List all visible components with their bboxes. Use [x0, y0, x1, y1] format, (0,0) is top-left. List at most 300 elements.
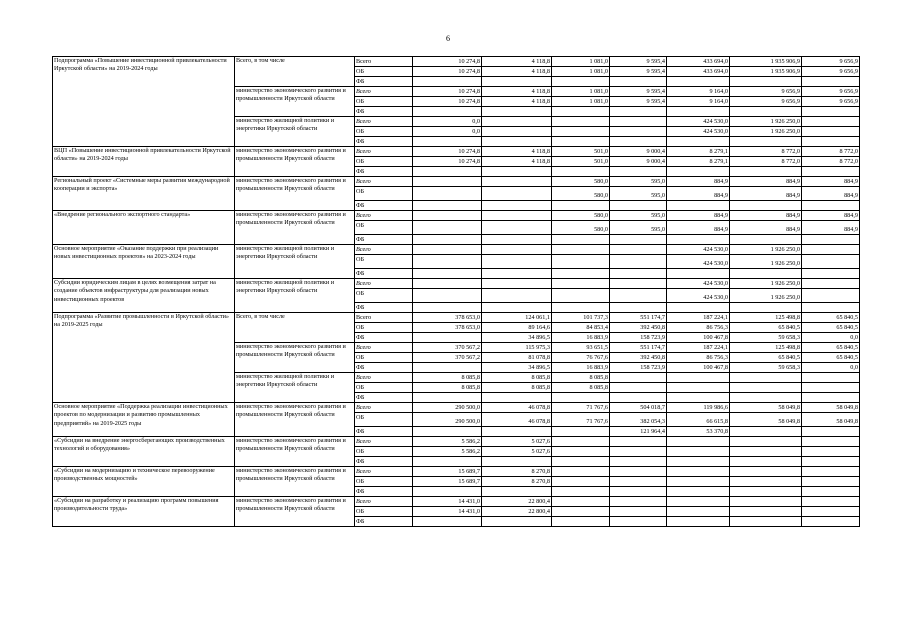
- amount-cell: 0,0: [413, 117, 482, 127]
- amount-cell: [610, 497, 667, 507]
- executor-name: министерство жилищной политики и энергетики Иркутской области: [235, 245, 355, 279]
- amount-cell: [730, 437, 802, 447]
- amount-cell: 370 567,2: [413, 353, 482, 363]
- table-row: [53, 177, 860, 187]
- amount-cell: [667, 487, 730, 497]
- amount-cell: [730, 487, 802, 497]
- amount-cell: [802, 269, 860, 279]
- amount-cell: 59 658,3: [730, 363, 802, 373]
- amount-cell: 100 467,8: [667, 333, 730, 343]
- amount-cell: [482, 289, 552, 303]
- amount-cell: [552, 303, 610, 313]
- program-name: «Субсидии на разработку и реализацию программ повышения производительности труда»: [53, 497, 235, 527]
- amount-cell: [552, 137, 610, 147]
- amount-cell: [552, 269, 610, 279]
- amount-cell: [482, 255, 552, 269]
- amount-cell: 65 840,5: [730, 353, 802, 363]
- funding-source: ОБ: [355, 413, 413, 427]
- funding-source: Всего: [355, 147, 413, 157]
- amount-cell: [482, 127, 552, 137]
- funding-source: ФБ: [355, 167, 413, 177]
- amount-cell: [730, 507, 802, 517]
- amount-cell: [802, 167, 860, 177]
- amount-cell: [413, 393, 482, 403]
- amount-cell: [482, 167, 552, 177]
- amount-cell: 9 595,4: [610, 87, 667, 97]
- amount-cell: 8 085,8: [413, 383, 482, 393]
- amount-cell: [667, 467, 730, 477]
- program-name: Основное мероприятие «Оказание поддержки при реализации новых инвестиционных проектов» на 2023-2024 годы: [53, 245, 235, 279]
- amount-cell: 187 224,1: [667, 343, 730, 353]
- amount-cell: 0,0: [802, 363, 860, 373]
- amount-cell: 124 061,1: [482, 313, 552, 323]
- amount-cell: [667, 107, 730, 117]
- amount-cell: [730, 107, 802, 117]
- amount-cell: 15 689,7: [413, 477, 482, 487]
- amount-cell: 9 656,9: [802, 67, 860, 77]
- amount-cell: [730, 467, 802, 477]
- amount-cell: 125 498,8: [730, 313, 802, 323]
- amount-cell: [667, 477, 730, 487]
- amount-cell: 58 049,8: [802, 413, 860, 427]
- table-row: [53, 497, 860, 507]
- amount-cell: 8 772,0: [802, 147, 860, 157]
- amount-cell: [413, 427, 482, 437]
- amount-cell: [610, 303, 667, 313]
- funding-source: ФБ: [355, 487, 413, 497]
- amount-cell: [802, 393, 860, 403]
- amount-cell: 8 085,8: [552, 383, 610, 393]
- amount-cell: 58 049,8: [802, 403, 860, 413]
- program-name: «Субсидии на модернизацию и техническое перевооружение производственных мощностей»: [53, 467, 235, 497]
- funding-source: ФБ: [355, 137, 413, 147]
- amount-cell: [413, 107, 482, 117]
- amount-cell: [482, 221, 552, 235]
- amount-cell: [802, 437, 860, 447]
- amount-cell: [413, 487, 482, 497]
- amount-cell: 58 049,8: [730, 403, 802, 413]
- amount-cell: [482, 245, 552, 255]
- amount-cell: [413, 255, 482, 269]
- funding-source: ОБ: [355, 67, 413, 77]
- amount-cell: 504 018,7: [610, 403, 667, 413]
- amount-cell: [413, 333, 482, 343]
- amount-cell: 424 530,0: [667, 289, 730, 303]
- amount-cell: [482, 269, 552, 279]
- amount-cell: [482, 117, 552, 127]
- amount-cell: [552, 517, 610, 527]
- amount-cell: 1 926 250,0: [730, 289, 802, 303]
- amount-cell: 53 370,8: [667, 427, 730, 437]
- table-row: [53, 403, 860, 413]
- amount-cell: 1 935 906,9: [730, 67, 802, 77]
- amount-cell: [610, 137, 667, 147]
- amount-cell: 8 270,8: [482, 467, 552, 477]
- amount-cell: [802, 77, 860, 87]
- executor-name: министерство экономического развития и промышленности Иркутской области: [235, 403, 355, 437]
- amount-cell: 158 723,9: [610, 333, 667, 343]
- funding-source: ФБ: [355, 269, 413, 279]
- funding-source: Всего: [355, 467, 413, 477]
- funding-source: ОБ: [355, 157, 413, 167]
- amount-cell: 5 586,2: [413, 437, 482, 447]
- amount-cell: [413, 211, 482, 221]
- amount-cell: [552, 127, 610, 137]
- amount-cell: [413, 363, 482, 373]
- funding-source: ФБ: [355, 77, 413, 87]
- amount-cell: [413, 137, 482, 147]
- funding-source: ФБ: [355, 303, 413, 313]
- amount-cell: [610, 255, 667, 269]
- amount-cell: [482, 279, 552, 289]
- amount-cell: 71 767,6: [552, 413, 610, 427]
- amount-cell: 595,0: [610, 177, 667, 187]
- amount-cell: 8 085,8: [482, 373, 552, 383]
- amount-cell: [482, 177, 552, 187]
- amount-cell: [413, 187, 482, 201]
- table-row: [53, 437, 860, 447]
- amount-cell: 1 926 250,0: [730, 255, 802, 269]
- amount-cell: [667, 437, 730, 447]
- amount-cell: 16 883,9: [552, 363, 610, 373]
- amount-cell: 8 279,1: [667, 147, 730, 157]
- amount-cell: [730, 269, 802, 279]
- amount-cell: [802, 427, 860, 437]
- amount-cell: 10 274,8: [413, 87, 482, 97]
- amount-cell: 65 840,5: [802, 343, 860, 353]
- amount-cell: [482, 303, 552, 313]
- amount-cell: [552, 507, 610, 517]
- amount-cell: [802, 487, 860, 497]
- funding-source: ФБ: [355, 201, 413, 211]
- amount-cell: 93 651,5: [552, 343, 610, 353]
- amount-cell: [730, 167, 802, 177]
- amount-cell: [413, 245, 482, 255]
- amount-cell: 101 737,3: [552, 313, 610, 323]
- amount-cell: 76 767,6: [552, 353, 610, 363]
- amount-cell: [413, 289, 482, 303]
- amount-cell: 433 694,0: [667, 67, 730, 77]
- funding-source: ФБ: [355, 107, 413, 117]
- amount-cell: 4 118,8: [482, 157, 552, 167]
- amount-cell: 65 840,5: [802, 313, 860, 323]
- amount-cell: [610, 373, 667, 383]
- amount-cell: 65 840,5: [802, 323, 860, 333]
- amount-cell: [802, 517, 860, 527]
- amount-cell: [730, 303, 802, 313]
- page-number: 6: [446, 34, 450, 43]
- amount-cell: 9 000,4: [610, 147, 667, 157]
- amount-cell: [667, 497, 730, 507]
- amount-cell: 65 840,5: [730, 323, 802, 333]
- amount-cell: 4 118,8: [482, 147, 552, 157]
- amount-cell: 86 756,3: [667, 323, 730, 333]
- amount-cell: [482, 77, 552, 87]
- amount-cell: [552, 77, 610, 87]
- amount-cell: [802, 383, 860, 393]
- amount-cell: [667, 383, 730, 393]
- amount-cell: [552, 393, 610, 403]
- amount-cell: 580,0: [552, 187, 610, 201]
- amount-cell: [482, 107, 552, 117]
- amount-cell: [413, 177, 482, 187]
- amount-cell: [730, 383, 802, 393]
- amount-cell: [802, 373, 860, 383]
- amount-cell: 1 081,0: [552, 57, 610, 67]
- funding-source: ОБ: [355, 507, 413, 517]
- amount-cell: 22 800,4: [482, 497, 552, 507]
- amount-cell: 8 772,0: [802, 157, 860, 167]
- amount-cell: 115 975,3: [482, 343, 552, 353]
- amount-cell: [482, 235, 552, 245]
- amount-cell: 8 085,8: [482, 383, 552, 393]
- amount-cell: 1 081,0: [552, 87, 610, 97]
- amount-cell: 884,9: [730, 211, 802, 221]
- amount-cell: 884,9: [667, 221, 730, 235]
- funding-source: ФБ: [355, 333, 413, 343]
- amount-cell: [610, 77, 667, 87]
- funding-source: ОБ: [355, 447, 413, 457]
- amount-cell: [730, 447, 802, 457]
- amount-cell: 595,0: [610, 187, 667, 201]
- amount-cell: 15 689,7: [413, 467, 482, 477]
- amount-cell: 4 118,8: [482, 97, 552, 107]
- amount-cell: [610, 107, 667, 117]
- amount-cell: 8 085,8: [552, 373, 610, 383]
- amount-cell: [482, 487, 552, 497]
- amount-cell: [610, 167, 667, 177]
- amount-cell: 125 498,8: [730, 343, 802, 353]
- funding-source: ОБ: [355, 353, 413, 363]
- amount-cell: 10 274,8: [413, 67, 482, 77]
- amount-cell: 8 772,0: [730, 157, 802, 167]
- amount-cell: [610, 117, 667, 127]
- amount-cell: [667, 77, 730, 87]
- amount-cell: [610, 457, 667, 467]
- amount-cell: 58 049,8: [730, 413, 802, 427]
- amount-cell: 9 164,0: [667, 87, 730, 97]
- amount-cell: 46 078,8: [482, 413, 552, 427]
- amount-cell: [802, 235, 860, 245]
- amount-cell: [730, 137, 802, 147]
- amount-cell: [413, 457, 482, 467]
- program-name: Подпрограмма «Развитие промышленности в Иркутской области» на 2019-2025 годы: [53, 313, 235, 403]
- amount-cell: 1 081,0: [552, 67, 610, 77]
- program-name: Подпрограмма «Повышение инвестиционной привлекательности Иркутской области» на 2019-2024 годы: [53, 57, 235, 147]
- funding-source: ОБ: [355, 289, 413, 303]
- amount-cell: [413, 517, 482, 527]
- amount-cell: 370 567,2: [413, 343, 482, 353]
- amount-cell: 884,9: [730, 177, 802, 187]
- amount-cell: 8 772,0: [730, 147, 802, 157]
- amount-cell: 424 530,0: [667, 245, 730, 255]
- amount-cell: [667, 447, 730, 457]
- amount-cell: [802, 255, 860, 269]
- amount-cell: [552, 497, 610, 507]
- amount-cell: [413, 167, 482, 177]
- amount-cell: [552, 427, 610, 437]
- amount-cell: 884,9: [730, 187, 802, 201]
- amount-cell: [610, 447, 667, 457]
- amount-cell: [413, 303, 482, 313]
- amount-cell: 382 054,3: [610, 413, 667, 427]
- amount-cell: [482, 427, 552, 437]
- amount-cell: 9 656,9: [802, 87, 860, 97]
- amount-cell: 1 081,0: [552, 97, 610, 107]
- amount-cell: 501,0: [552, 147, 610, 157]
- executor-name: министерство жилищной политики и энергетики Иркутской области: [235, 373, 355, 403]
- amount-cell: 187 224,1: [667, 313, 730, 323]
- table-row: [53, 279, 860, 289]
- amount-cell: 10 274,8: [413, 157, 482, 167]
- amount-cell: [610, 477, 667, 487]
- amount-cell: 4 118,8: [482, 67, 552, 77]
- amount-cell: [552, 107, 610, 117]
- amount-cell: 22 800,4: [482, 507, 552, 517]
- amount-cell: 9 595,4: [610, 57, 667, 67]
- table-row: [53, 245, 860, 255]
- executor-name: министерство экономического развития и промышленности Иркутской области: [235, 343, 355, 373]
- executor-name: министерство жилищной политики и энергетики Иркутской области: [235, 279, 355, 313]
- funding-source: Всего: [355, 211, 413, 221]
- table-row: [53, 467, 860, 477]
- amount-cell: [802, 137, 860, 147]
- amount-cell: [610, 487, 667, 497]
- amount-cell: 119 986,6: [667, 403, 730, 413]
- amount-cell: [610, 235, 667, 245]
- amount-cell: [730, 457, 802, 467]
- amount-cell: 433 694,0: [667, 57, 730, 67]
- amount-cell: 580,0: [552, 177, 610, 187]
- amount-cell: [802, 279, 860, 289]
- amount-cell: [552, 467, 610, 477]
- amount-cell: [552, 487, 610, 497]
- amount-cell: 86 756,3: [667, 353, 730, 363]
- amount-cell: 10 274,8: [413, 147, 482, 157]
- program-name: «Внедрение регионального экспортного стандарта»: [53, 211, 235, 245]
- executor-name: министерство экономического развития и промышленности Иркутской области: [235, 211, 355, 245]
- amount-cell: [552, 457, 610, 467]
- amount-cell: [730, 477, 802, 487]
- funding-source: Всего: [355, 177, 413, 187]
- funding-source: Всего: [355, 313, 413, 323]
- funding-source: ФБ: [355, 427, 413, 437]
- amount-cell: 884,9: [802, 177, 860, 187]
- amount-cell: 424 530,0: [667, 255, 730, 269]
- amount-cell: [667, 393, 730, 403]
- program-name: ВЦП «Повышение инвестиционной привлекательности Иркутской области» на 2019-2024 годы: [53, 147, 235, 177]
- amount-cell: [482, 393, 552, 403]
- funding-source: Всего: [355, 245, 413, 255]
- amount-cell: 1 926 250,0: [730, 127, 802, 137]
- amount-cell: 580,0: [552, 221, 610, 235]
- amount-cell: [482, 517, 552, 527]
- funding-source: ОБ: [355, 383, 413, 393]
- amount-cell: [610, 393, 667, 403]
- amount-cell: [552, 117, 610, 127]
- amount-cell: [802, 117, 860, 127]
- executor-name: министерство экономического развития и промышленности Иркутской области: [235, 467, 355, 497]
- amount-cell: [667, 303, 730, 313]
- amount-cell: [730, 77, 802, 87]
- amount-cell: 580,0: [552, 211, 610, 221]
- amount-cell: [413, 221, 482, 235]
- funding-source: Всего: [355, 57, 413, 67]
- program-name: Основное мероприятие «Поддержка реализации инвестиционных проектов по модернизации и развитию промышленных предприятий» на 2019-2025 годы: [53, 403, 235, 437]
- amount-cell: [730, 497, 802, 507]
- amount-cell: [482, 211, 552, 221]
- amount-cell: [610, 289, 667, 303]
- amount-cell: 65 840,5: [802, 353, 860, 363]
- table-row: [53, 211, 860, 221]
- funding-source: Всего: [355, 437, 413, 447]
- amount-cell: 81 078,8: [482, 353, 552, 363]
- amount-cell: 9 595,4: [610, 67, 667, 77]
- funding-source: Всего: [355, 87, 413, 97]
- amount-cell: 424 530,0: [667, 117, 730, 127]
- amount-cell: 884,9: [802, 187, 860, 201]
- funding-source: ФБ: [355, 363, 413, 373]
- amount-cell: 4 118,8: [482, 87, 552, 97]
- amount-cell: [802, 477, 860, 487]
- budget-table: [52, 56, 860, 527]
- executor-name: министерство экономического развития и промышленности Иркутской области: [235, 177, 355, 211]
- amount-cell: 290 500,0: [413, 413, 482, 427]
- funding-source: ОБ: [355, 221, 413, 235]
- amount-cell: [552, 235, 610, 245]
- amount-cell: [482, 187, 552, 201]
- amount-cell: 1 926 250,0: [730, 245, 802, 255]
- amount-cell: [413, 269, 482, 279]
- amount-cell: 5 027,6: [482, 437, 552, 447]
- funding-source: ОБ: [355, 187, 413, 201]
- amount-cell: 59 658,3: [730, 333, 802, 343]
- amount-cell: 551 174,7: [610, 343, 667, 353]
- funding-source: Всего: [355, 403, 413, 413]
- funding-source: Всего: [355, 497, 413, 507]
- amount-cell: 392 450,8: [610, 323, 667, 333]
- executor-name: Всего, в том числе: [235, 57, 355, 87]
- funding-source: ОБ: [355, 255, 413, 269]
- amount-cell: 9 164,0: [667, 97, 730, 107]
- funding-source: ОБ: [355, 97, 413, 107]
- amount-cell: [730, 373, 802, 383]
- amount-cell: [610, 269, 667, 279]
- executor-name: министерство экономического развития и промышленности Иркутской области: [235, 497, 355, 527]
- amount-cell: [552, 477, 610, 487]
- amount-cell: [802, 289, 860, 303]
- amount-cell: 66 615,8: [667, 413, 730, 427]
- amount-cell: 10 274,8: [413, 57, 482, 67]
- amount-cell: 392 450,8: [610, 353, 667, 363]
- amount-cell: 884,9: [802, 221, 860, 235]
- amount-cell: [667, 235, 730, 245]
- amount-cell: 290 500,0: [413, 403, 482, 413]
- amount-cell: [802, 127, 860, 137]
- funding-source: Всего: [355, 279, 413, 289]
- amount-cell: 551 174,7: [610, 313, 667, 323]
- funding-source: ФБ: [355, 393, 413, 403]
- amount-cell: [667, 517, 730, 527]
- amount-cell: [730, 517, 802, 527]
- amount-cell: [482, 457, 552, 467]
- amount-cell: 34 896,5: [482, 363, 552, 373]
- amount-cell: 884,9: [730, 221, 802, 235]
- executor-name: министерство экономического развития и промышленности Иркутской области: [235, 437, 355, 467]
- amount-cell: 10 274,8: [413, 97, 482, 107]
- amount-cell: 0,0: [802, 333, 860, 343]
- amount-cell: [667, 269, 730, 279]
